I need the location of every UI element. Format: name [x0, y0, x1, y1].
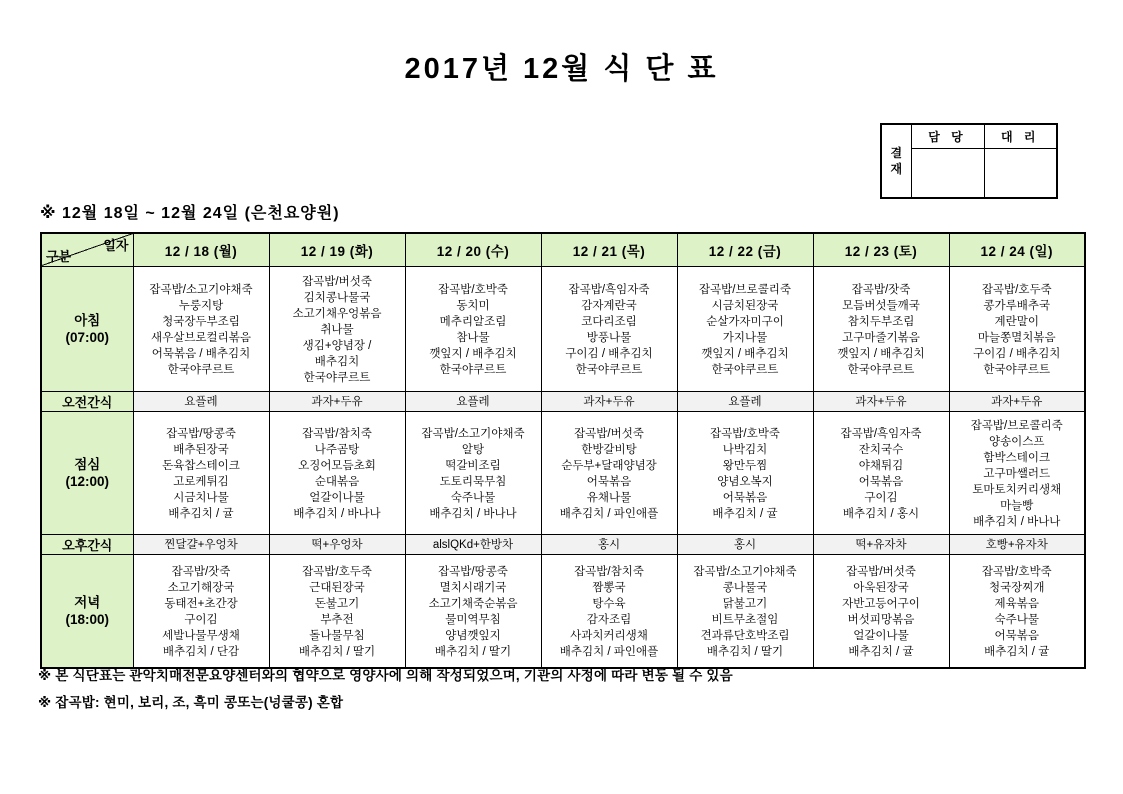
menu-item: 청국장찌개: [988, 581, 1045, 594]
lunch-menu-day-3: [541, 411, 677, 534]
breakfast-menu-day-0: [133, 266, 269, 391]
menu-item: 비트무초절임: [711, 613, 779, 626]
menu-item: 깻잎지 / 배추김치: [429, 347, 517, 360]
menu-item: 잡곡밥/흑임자죽: [840, 427, 922, 440]
menu-item: 코다리조림: [581, 315, 637, 328]
row-lunch: [41, 411, 1085, 534]
menu-item: 배추김치 / 딸기: [434, 645, 512, 658]
approval-col-daeri: 대 리: [984, 124, 1057, 148]
menu-item: 마늘빵: [1000, 499, 1034, 512]
footnote-source: ※ 본 식단표는 관악치매전문요양센터와의 협약으로 영양사에 의해 작성되었으며, 기관의 사정에 따라 변동 될 수 있음: [38, 668, 733, 683]
menu-item: 잡곡밥/흑임자죽: [568, 283, 650, 296]
menu-item: 잡곡밥/땅콩죽: [166, 427, 236, 440]
dinner-menu-day-2: [405, 554, 541, 668]
row-label-am-snack: 오전간식: [41, 391, 133, 411]
menu-item: 배추김치 / 귤: [848, 645, 914, 658]
pm-snack-day-4: 홍시: [677, 534, 813, 554]
menu-item: 세발나물무생채: [162, 629, 240, 642]
menu-item: 잡곡밥/호두죽: [302, 565, 372, 578]
menu-item: 제육볶음: [994, 597, 1039, 610]
row-am-snack: [41, 391, 1085, 411]
menu-item: 잡곡밥/참치죽: [302, 427, 372, 440]
menu-item: 동치미: [456, 299, 490, 312]
menu-item: 어묵볶음: [722, 491, 768, 504]
menu-item: 양념오복지: [717, 475, 773, 488]
menu-item: 모듬버섯들깨국: [842, 299, 920, 312]
menu-item: 잡곡밥/소고기야채죽: [421, 427, 525, 440]
menu-item: 계란말이: [994, 315, 1039, 328]
pm-snack-day-6: 호빵+유자차: [949, 534, 1085, 554]
menu-item: 누룽지탕: [178, 299, 224, 312]
row-label-pm-snack: 오후간식: [41, 534, 133, 554]
menu-item: 콩가루배추국: [983, 299, 1051, 312]
menu-item: 나박김치: [722, 443, 768, 456]
menu-item: 배추김치 / 딸기: [298, 645, 376, 658]
menu-item: 오징어모듬초회: [298, 459, 376, 472]
menu-item: 버섯피망볶음: [847, 613, 915, 626]
menu-item: 배추김치: [314, 355, 360, 368]
menu-item: 물미역무침: [445, 613, 501, 626]
menu-item: 한국야쿠르트: [575, 363, 643, 376]
footnote-grain: ※ 잡곡밥: 현미, 보리, 조, 흑미 콩또는(넝쿨콩) 혼합: [38, 695, 344, 710]
menu-item: 소고기채우엉볶음: [292, 307, 382, 320]
menu-item: 고구마줄기볶음: [842, 331, 920, 344]
menu-item: 감자계란국: [581, 299, 637, 312]
day-header-6: 12 / 24 (일): [949, 233, 1085, 266]
date-range-subtitle: ※ 12월 18일 ~ 12월 24일 (은천요양원): [40, 205, 340, 222]
menu-item: 숙주나물: [994, 613, 1039, 626]
breakfast-menu-day-6: [949, 266, 1085, 391]
corner-label-date: 일자: [103, 238, 129, 253]
pm-snack-day-0: 찐달걀+우엉차: [133, 534, 269, 554]
menu-item: 김치콩나물국: [303, 291, 371, 304]
lunch-menu-day-6: [949, 411, 1085, 534]
lunch-menu-day-0: [133, 411, 269, 534]
pm-snack-day-2: alslQKd+한방차: [405, 534, 541, 554]
menu-item: 배추김치 / 홍시: [842, 507, 920, 520]
menu-item: 배추김치 / 바나나: [429, 507, 517, 520]
lunch-menu-day-2: [405, 411, 541, 534]
approval-stamp-char1: 결: [890, 146, 903, 160]
breakfast-menu-day-3: [541, 266, 677, 391]
menu-item: 시금치된장국: [711, 299, 779, 312]
menu-item: 배추김치 / 바나나: [973, 515, 1061, 528]
menu-item: 근대된장국: [309, 581, 365, 594]
menu-item: 배추김치 / 귤: [168, 507, 234, 520]
menu-item: 시금치나물: [173, 491, 229, 504]
menu-item: 취나물: [320, 323, 354, 336]
day-header-0: 12 / 18 (월): [133, 233, 269, 266]
menu-item: 한국야쿠르트: [303, 371, 371, 384]
menu-item: 잡곡밥/버섯죽: [846, 565, 916, 578]
menu-item: 돈육찹스테이크: [162, 459, 240, 472]
menu-item: 떡갈비조림: [445, 459, 501, 472]
menu-item: 가지나물: [722, 331, 768, 344]
menu-item: 자반고등어구이: [842, 597, 920, 610]
menu-item: 배추된장국: [173, 443, 229, 456]
menu-item: 고구마쌜러드: [983, 467, 1051, 480]
lunch-menu-day-1: [269, 411, 405, 534]
row-dinner: [41, 554, 1085, 668]
menu-item: 잡곡밥/버섯죽: [574, 427, 644, 440]
day-header-1: 12 / 19 (화): [269, 233, 405, 266]
menu-item: 잡곡밥/호박죽: [710, 427, 780, 440]
menu-item: 어묵볶음: [858, 475, 904, 488]
am-snack-day-2: 요플레: [405, 391, 541, 411]
dinner-menu-day-3: [541, 554, 677, 668]
dinner-menu-day-4: [677, 554, 813, 668]
menu-item: 닭불고기: [722, 597, 768, 610]
menu-item: 구이김: [184, 613, 218, 626]
menu-item: 한방갈비탕: [581, 443, 637, 456]
corner-label-category: 구분: [46, 248, 72, 264]
dinner-menu-day-5: [813, 554, 949, 668]
menu-item: 배추김치 / 단감: [162, 645, 240, 658]
approval-stamp-label: [881, 124, 911, 198]
menu-item: 배추김치 / 귤: [712, 507, 778, 520]
menu-item: 참나물: [456, 331, 490, 344]
menu-item: 콩나물국: [722, 581, 768, 594]
row-label-lunch: 점심 (12:00): [41, 411, 133, 534]
breakfast-menu-day-5: [813, 266, 949, 391]
menu-item: 소고기해장국: [167, 581, 235, 594]
menu-item: 탕수육: [592, 597, 626, 610]
menu-item: 어묵볶음: [994, 629, 1039, 642]
approval-sign-cell-damdang: [911, 148, 984, 198]
menu-item: 잡곡밥/참치죽: [574, 565, 644, 578]
am-snack-day-4: 요플레: [677, 391, 813, 411]
menu-item: 마늘쫑멸치볶음: [977, 331, 1056, 344]
breakfast-menu-day-1: [269, 266, 405, 391]
menu-item: 어묵볶음 / 배추김치: [151, 347, 251, 360]
menu-item: 양념깻잎지: [445, 629, 501, 642]
row-label-breakfast: 아침 (07:00): [41, 266, 133, 391]
menu-item: 잡곡밥/소고기야채죽: [693, 565, 797, 578]
dinner-menu-day-1: [269, 554, 405, 668]
menu-item: 한국야쿠르트: [711, 363, 779, 376]
menu-item: 순대볶음: [314, 475, 360, 488]
menu-item: 얼갈이나물: [853, 629, 909, 642]
day-header-4: 12 / 22 (금): [677, 233, 813, 266]
approval-stamp-char2: 재: [890, 162, 903, 176]
menu-item: 한국야쿠르트: [983, 363, 1051, 376]
menu-item: 토마토치커리생채: [972, 483, 1062, 496]
menu-item: 잡곡밥/브로콜리죽: [970, 419, 1063, 432]
menu-item: 참치두부조림: [847, 315, 915, 328]
menu-item: 청국장두부조림: [162, 315, 240, 328]
approval-col-damdang: 담 당: [911, 124, 984, 148]
menu-item: 어묵볶음: [586, 475, 632, 488]
menu-item: 잡곡밥/소고기야채죽: [149, 283, 253, 296]
menu-item: 알탕: [461, 443, 485, 456]
day-header-2: 12 / 20 (수): [405, 233, 541, 266]
menu-item: 잡곡밥/브로콜리죽: [698, 283, 792, 296]
meal-plan-table: [40, 232, 1086, 669]
day-header-5: 12 / 23 (토): [813, 233, 949, 266]
lunch-menu-day-5: [813, 411, 949, 534]
menu-item: 감자조림: [586, 613, 632, 626]
menu-item: 배추김치 / 파인애플: [559, 645, 659, 658]
menu-item: 생김+양념장 /: [302, 339, 372, 352]
pm-snack-day-5: 떡+유자차: [813, 534, 949, 554]
row-breakfast: [41, 266, 1085, 391]
menu-item: 잡곡밥/호두죽: [981, 283, 1052, 296]
menu-item: 멸치시래기국: [439, 581, 507, 594]
menu-item: 잡곡밥/버섯죽: [302, 275, 372, 288]
approval-sign-cell-daeri: [984, 148, 1057, 198]
menu-item: 동태전+초간장: [164, 597, 238, 610]
row-pm-snack: [41, 534, 1085, 554]
menu-item: 고로케튀김: [173, 475, 229, 488]
menu-item: 잡곡밥/호박죽: [438, 283, 508, 296]
menu-item: 아욱된장국: [853, 581, 909, 594]
page-title: 2017년 12월 식 단 표: [404, 53, 719, 85]
menu-item: 구이김 / 배추김치: [973, 347, 1061, 360]
menu-item: 견과류단호박조림: [700, 629, 790, 642]
menu-item: 잡곡밥/잣죽: [171, 565, 231, 578]
menu-item: 한국야쿠르트: [847, 363, 915, 376]
menu-item: 얼갈이나물: [309, 491, 365, 504]
menu-item: 배추김치 / 파인애플: [559, 507, 659, 520]
pm-snack-day-3: 홍시: [541, 534, 677, 554]
dinner-menu-day-6: [949, 554, 1085, 668]
menu-item: 깻잎지 / 배추김치: [701, 347, 789, 360]
menu-item: 순살가자미구이: [706, 315, 784, 328]
menu-item: 깻잎지 / 배추김치: [837, 347, 925, 360]
dinner-menu-day-0: [133, 554, 269, 668]
menu-item: 한국야쿠르트: [439, 363, 507, 376]
breakfast-menu-day-2: [405, 266, 541, 391]
menu-item: 메추리알조림: [439, 315, 507, 328]
am-snack-day-3: 과자+두유: [541, 391, 677, 411]
breakfast-menu-day-4: [677, 266, 813, 391]
menu-item: 배추김치 / 귤: [984, 645, 1050, 658]
menu-item: 나주곰탕: [314, 443, 360, 456]
menu-item: 구이김: [864, 491, 898, 504]
menu-item: 한국야쿠르트: [167, 363, 235, 376]
menu-item: 숙주나물: [450, 491, 496, 504]
day-header-3: 12 / 21 (목): [541, 233, 677, 266]
footnotes: [38, 664, 733, 718]
corner-header-cell: [41, 233, 133, 266]
menu-item: 사과치커리생채: [570, 629, 648, 642]
table-header-row: [41, 233, 1085, 266]
menu-item: 구이김 / 배추김치: [565, 347, 653, 360]
menu-item: 왕만두찜: [722, 459, 768, 472]
menu-item: 잡곡밥/호박죽: [981, 565, 1052, 578]
menu-item: 유채나물: [586, 491, 632, 504]
am-snack-day-1: 과자+두유: [269, 391, 405, 411]
menu-item: 잔치국수: [858, 443, 904, 456]
menu-item: 새우살브로컬리볶음: [151, 331, 251, 344]
row-label-dinner: 저녁 (18:00): [41, 554, 133, 668]
menu-item: 배추김치 / 딸기: [706, 645, 784, 658]
menu-item: 짬뽕국: [592, 581, 626, 594]
menu-item: 잡곡밥/땅콩죽: [438, 565, 508, 578]
am-snack-day-6: 과자+두유: [949, 391, 1085, 411]
menu-item: 돌나물무침: [309, 629, 365, 642]
pm-snack-day-1: 떡+우엉차: [269, 534, 405, 554]
menu-item: 돈불고기: [314, 597, 360, 610]
menu-item: 부추전: [320, 613, 354, 626]
menu-item: 소고기채죽순볶음: [428, 597, 518, 610]
menu-item: 함박스테이크: [983, 451, 1051, 464]
menu-item: 방풍나물: [586, 331, 632, 344]
menu-item: 양송이스프: [988, 435, 1045, 448]
menu-item: 배추김치 / 바나나: [293, 507, 381, 520]
am-snack-day-0: 요플레: [133, 391, 269, 411]
menu-item: 도토리묵무침: [439, 475, 507, 488]
menu-item: 순두부+달래양념장: [561, 459, 657, 472]
am-snack-day-5: 과자+두유: [813, 391, 949, 411]
menu-item: 잡곡밥/잣죽: [851, 283, 911, 296]
approval-box: [880, 123, 1058, 199]
lunch-menu-day-4: [677, 411, 813, 534]
menu-item: 야채튀김: [858, 459, 904, 472]
